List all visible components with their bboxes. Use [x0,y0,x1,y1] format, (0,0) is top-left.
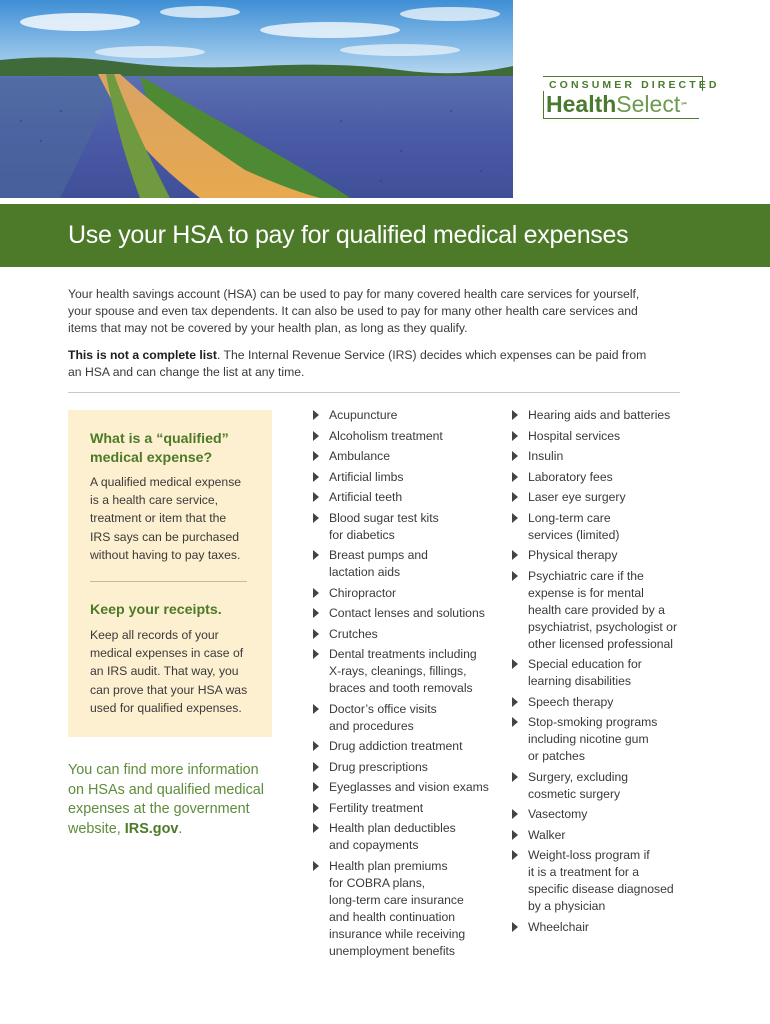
list-item [313,858,465,960]
list-item [512,714,657,765]
list-item [313,820,456,854]
list-item-text: Dental treatments including [329,647,477,661]
list-item-text: Fertility treatment [329,800,424,815]
list-item [512,428,620,445]
intro-line: your spouse and even tax dependents. It can also be used to pay for many other health care services and [68,304,638,318]
list-item-text: Drug addiction treatment [329,739,463,753]
list-item [313,448,390,465]
list-item-text: expense is for mental [528,585,644,600]
bullet-arrow-icon [512,472,518,482]
list-item [313,547,428,581]
list-item [313,605,485,622]
list-item-text: long-term care insurance [329,892,464,907]
list-item-text: Health plan premiums [329,858,448,873]
list-item-text: Special education for [528,657,642,671]
list-item-text: and health continuation [329,909,456,924]
list-item [313,510,439,544]
list-item-text: Laboratory fees [528,469,613,484]
list-item-text: Health plan deductibles [329,821,456,835]
list-item [512,919,589,936]
list-item-text: Surgery, excluding [528,769,629,784]
bullet-arrow-icon [512,809,518,819]
bullet-arrow-icon [512,659,518,669]
bullet-arrow-icon [313,410,319,420]
list-item-text: Vasectomy [528,807,588,821]
list-item-text: and copayments [329,838,419,852]
bullet-arrow-icon [512,410,518,420]
more-info-text: You can find more information on HSAs and qualified medical expenses at the government website, IRS.gov. [68,762,264,837]
bullet-arrow-icon [512,513,518,523]
logo-wordmark: HealthSelect℠ [543,91,699,119]
disclaimer-paragraph [68,347,688,381]
healthselect-logo [543,76,720,119]
list-item [512,448,563,465]
list-item [313,469,404,486]
list-item [313,428,443,445]
list-item-text: by a physician [528,899,606,913]
bullet-arrow-icon [313,649,319,659]
bullet-arrow-icon [313,629,319,639]
list-item [313,646,477,697]
list-item-text: other licensed professional [528,636,673,651]
bullet-arrow-icon [313,492,319,502]
list-item-text: X-rays, cleanings, fillings, [329,664,467,678]
intro-line: items that may not be covered by your health plan, as long as they qualify. [68,321,468,335]
list-item-text: Long-term care [528,510,611,525]
sidebar-box [68,410,272,737]
list-item-text: Physical therapy [528,548,618,562]
logo-tagline: CONSUMER DIRECTED [543,76,703,91]
list-item [313,626,378,643]
list-item-text: Speech therapy [528,694,614,709]
list-item [512,694,613,711]
list-item-text: insurance while receiving [329,926,466,941]
disclaimer-line: an HSA and can change the list at any time. [68,365,305,379]
list-item-text: Ambulance [329,449,390,463]
qualified-heading: What is a “qualified” medical expense? [90,431,229,466]
list-item-text: for COBRA plans, [329,875,426,890]
list-item [313,489,402,506]
list-item [512,568,677,653]
list-item-text: Psychiatric care if the [528,568,644,583]
list-item-text: for diabetics [329,527,395,542]
list-item-text: and procedures [329,718,414,733]
bullet-arrow-icon [512,922,518,932]
list-item-text: Drug prescriptions [329,759,428,774]
list-item-text: Stop-smoking programs [528,715,658,729]
list-item-text: braces and tooth removals [329,681,473,695]
bullet-arrow-icon [313,431,319,441]
list-item [313,585,396,602]
list-item [313,779,489,796]
sidebar-divider [90,581,247,582]
bullet-arrow-icon [313,762,319,772]
list-item-text: Breast pumps and [329,548,428,562]
list-item [512,656,642,690]
list-item [313,738,462,755]
list-item-text: Hearing aids and batteries [528,408,671,422]
list-item-text: cosmetic surgery [528,786,621,801]
list-item-text: Hospital services [528,428,621,443]
list-item-text: Doctor’s office visits [329,701,437,716]
bullet-arrow-icon [313,823,319,833]
receipts-text: Keep all records of your medical expenses in case of an IRS audit. That way, you can prove that your HSA was used for qualified expenses. [90,628,248,715]
list-item-text: health care provided by a [528,602,665,617]
list-item-text: lactation aids [329,565,401,579]
list-item-text: specific disease diagnosed [528,882,674,896]
bullet-arrow-icon [512,772,518,782]
intro-paragraph [68,286,688,337]
bullet-arrow-icon [512,571,518,581]
bullet-arrow-icon [313,782,319,792]
list-item [512,510,619,544]
disclaimer-line: This is not a complete list. The Internal Revenue Service (IRS) decides which expenses can be paid from [68,348,647,362]
list-item [512,489,626,506]
list-item [512,806,587,823]
list-item [512,469,613,486]
bullet-arrow-icon [313,803,319,813]
irs-link[interactable]: IRS.gov [124,820,179,837]
title-banner [0,204,770,267]
list-item-text: Artificial limbs [329,469,404,484]
bullet-arrow-icon [512,697,518,707]
bullet-arrow-icon [313,550,319,560]
list-item-text: Walker [528,827,566,842]
list-item-text: Laser eye surgery [528,490,626,504]
list-item-text: unemployment benefits [329,943,456,958]
bullet-arrow-icon [512,550,518,560]
list-item [313,407,397,424]
list-item [512,547,617,564]
list-item [512,769,628,803]
list-item [512,847,674,915]
list-item [512,407,670,424]
bullet-arrow-icon [313,472,319,482]
list-item-text: psychiatrist, psychologist or [528,619,678,634]
bullet-arrow-icon [313,741,319,751]
bullet-arrow-icon [512,431,518,441]
bullet-arrow-icon [313,861,319,871]
bullet-arrow-icon [512,492,518,502]
bullet-arrow-icon [313,451,319,461]
list-item-text: Crutches [329,626,378,641]
list-item-text: Chiropractor [329,585,397,600]
list-item-text: or patches [528,749,585,763]
page-title: Use your HSA to pay for qualified medical expenses [68,221,629,249]
list-item [512,827,565,844]
bullet-arrow-icon [313,608,319,618]
intro-line: Your health savings account (HSA) can be used to pay for many covered health care services for yourself, [68,287,640,301]
list-item-text: services (limited) [528,527,620,542]
list-item-text: learning disabilities [528,674,631,688]
list-item [313,800,423,817]
list-item-text: Alcoholism treatment [329,428,443,443]
hero-photo [0,0,513,198]
bullet-arrow-icon [512,830,518,840]
list-item-text: Contact lenses and solutions [329,606,485,620]
list-item-text: Wheelchair [528,919,589,934]
qualified-text: A qualified medical expense is a health care service, treatment or item that the IRS says can be purchased without having to pay taxes. [90,475,242,562]
list-item [313,701,437,735]
bullet-arrow-icon [313,588,319,598]
bullet-arrow-icon [313,513,319,523]
bullet-arrow-icon [512,717,518,727]
bullet-arrow-icon [512,451,518,461]
list-item-text: Weight-loss program if [528,848,650,862]
list-item-text: Acupuncture [329,408,398,422]
receipts-heading: Keep your receipts. [90,602,222,618]
bullet-arrow-icon [512,850,518,860]
list-item-text: Blood sugar test kits [329,510,439,525]
list-item-text: Eyeglasses and vision exams [329,780,489,794]
bullet-arrow-icon [313,704,319,714]
list-item-text: including nicotine gum [528,732,649,746]
list-item [313,759,428,776]
list-item-text: it is a treatment for a [528,865,640,879]
list-item-text: Artificial teeth [329,490,403,504]
divider [68,392,680,393]
list-item-text: Insulin [528,449,564,463]
